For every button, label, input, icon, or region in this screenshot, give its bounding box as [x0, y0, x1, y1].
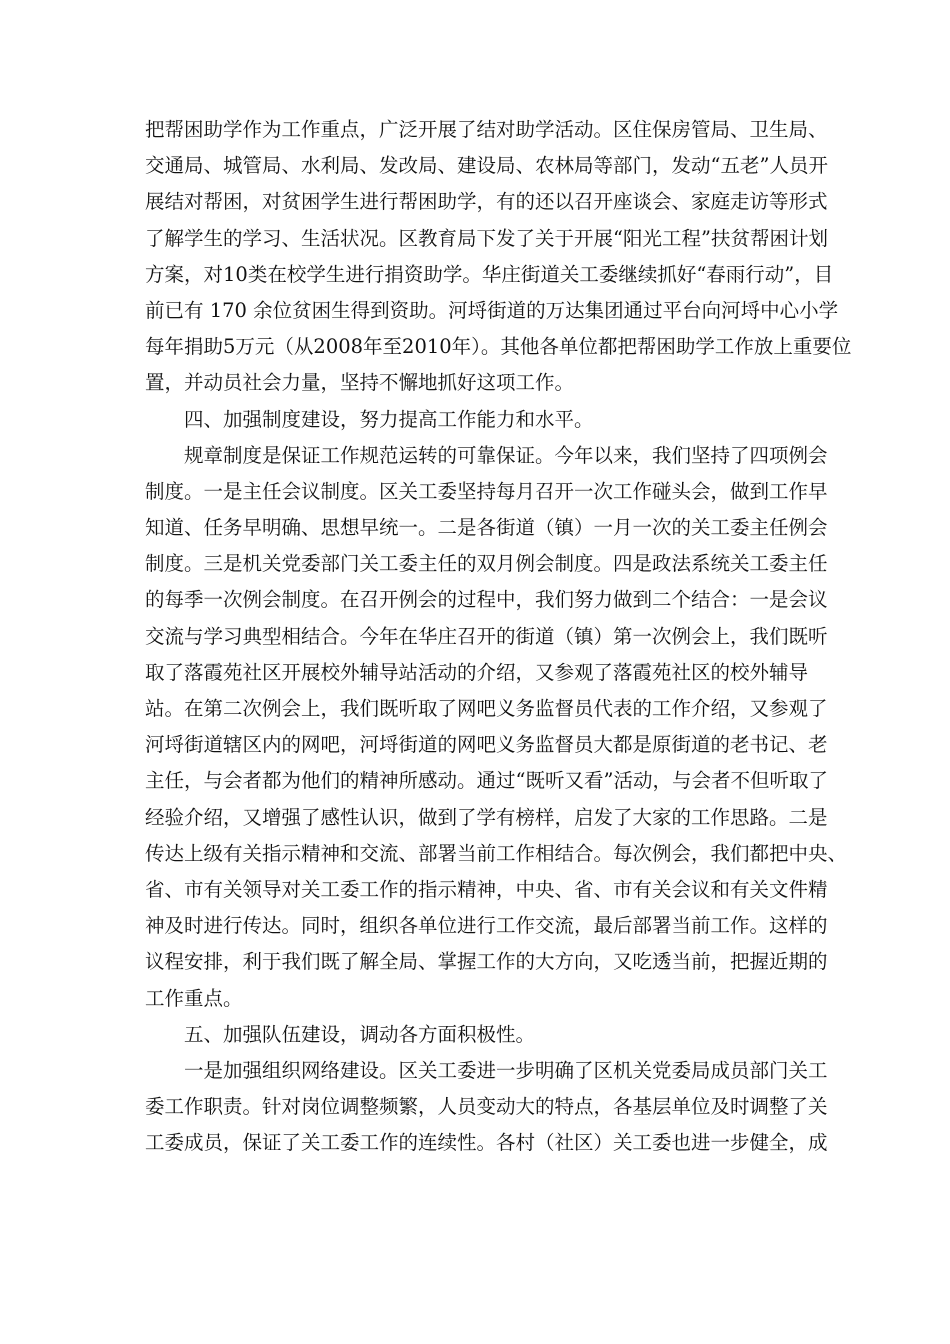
text-line: 取了落霞苑社区开展校外辅导站活动的介绍，又参观了落霞苑社区的校外辅导 — [145, 660, 809, 684]
text-line: 了解学生的学习、生活状况。区教育局下发了关于开展“阳光工程”扶贫帮困计划 — [145, 226, 828, 250]
text-line: 置，并动员社会力量，坚持不懈地抓好这项工作。 — [145, 371, 575, 395]
text-line: 工委成员，保证了关工委工作的连续性。各村（社区）关工委也进一步健全，成 — [145, 1131, 828, 1155]
text-line: 经验介绍，又增强了感性认识，做到了学有榜样，启发了大家的工作思路。二是 — [145, 805, 828, 829]
text-line: 每年捐助5万元（从2008年至2010年）。其他各单位都把帮困助学工作放上重要位 — [145, 335, 852, 359]
text-line: 方案，对10类在校学生进行捐资助学。华庄街道关工委继续抓好“春雨行动”，目 — [145, 262, 834, 286]
text-line: 交流与学习典型相结合。今年在华庄召开的街道（镇）第一次例会上，我们既听 — [145, 624, 828, 648]
section-heading-5: 五、加强队伍建设，调动各方面积极性。 — [184, 1022, 536, 1046]
text-line: 传达上级有关指示精神和交流、部署当前工作相结合。每次例会，我们都把中央、 — [145, 841, 848, 865]
paragraph-rules-system — [145, 438, 848, 1017]
section-heading-4: 四、加强制度建设，努力提高工作能力和水平。 — [184, 407, 594, 431]
text-line: 神及时进行传达。同时，组织各单位进行工作交流，最后部署当前工作。这样的 — [145, 914, 828, 938]
text-line: 把帮困助学作为工作重点，广泛开展了结对助学活动。区住保房管局、卫生局、 — [145, 118, 828, 141]
text-line: 规章制度是保证工作规范运转的可靠保证。今年以来，我们坚持了四项例会 — [184, 443, 828, 467]
text-line: 知道、任务早明确、思想早统一。二是各街道（镇）一月一次的关工委主任例会 — [145, 516, 828, 540]
text-line: 河埒街道辖区内的网吧，河埒街道的网吧义务监督员大都是原街道的老书记、老 — [145, 733, 828, 757]
text-line: 交通局、城管局、水利局、发改局、建设局、农林局等部门，发动“五老”人员开 — [145, 154, 828, 178]
paragraph-team-building — [145, 1053, 828, 1162]
document-body — [145, 112, 852, 1161]
text-line: 前已有 170 余位贫困生得到资助。河埒街道的万达集团通过平台向河埒中心小学 — [145, 298, 839, 322]
text-line: 议程安排，利于我们既了解全局、掌握工作的大方向，又吃透当前，把握近期的 — [145, 950, 828, 974]
paragraph-helping-students — [145, 112, 852, 402]
text-line: 制度。三是机关党委部门关工委主任的双月例会制度。四是政法系统关工委主任 — [145, 552, 828, 576]
text-line: 站。在第二次例会上，我们既听取了网吧义务监督员代表的工作介绍，又参观了 — [145, 697, 828, 720]
text-line: 委工作职责。针对岗位调整频繁，人员变动大的特点，各基层单位及时调整了关 — [145, 1095, 828, 1119]
text-line: 省、市有关领导对关工委工作的指示精神，中央、省、市有关会议和有关文件精 — [145, 877, 828, 901]
text-line: 展结对帮困，对贫困学生进行帮困助学，有的还以召开座谈会、家庭走访等形式 — [145, 190, 828, 214]
text-line: 主任，与会者都为他们的精神所感动。通过“既听又看”活动，与会者不但听取了 — [145, 769, 828, 793]
text-line: 制度。一是主任会议制度。区关工委坚持每月召开一次工作碰头会，做到工作早 — [145, 479, 828, 503]
text-line: 的每季一次例会制度。在召开例会的过程中，我们努力做到二个结合：一是会议 — [145, 588, 828, 612]
text-line: 工作重点。 — [145, 986, 243, 1010]
text-line: 一是加强组织网络建设。区关工委进一步明确了区机关党委局成员部门关工 — [184, 1058, 828, 1082]
